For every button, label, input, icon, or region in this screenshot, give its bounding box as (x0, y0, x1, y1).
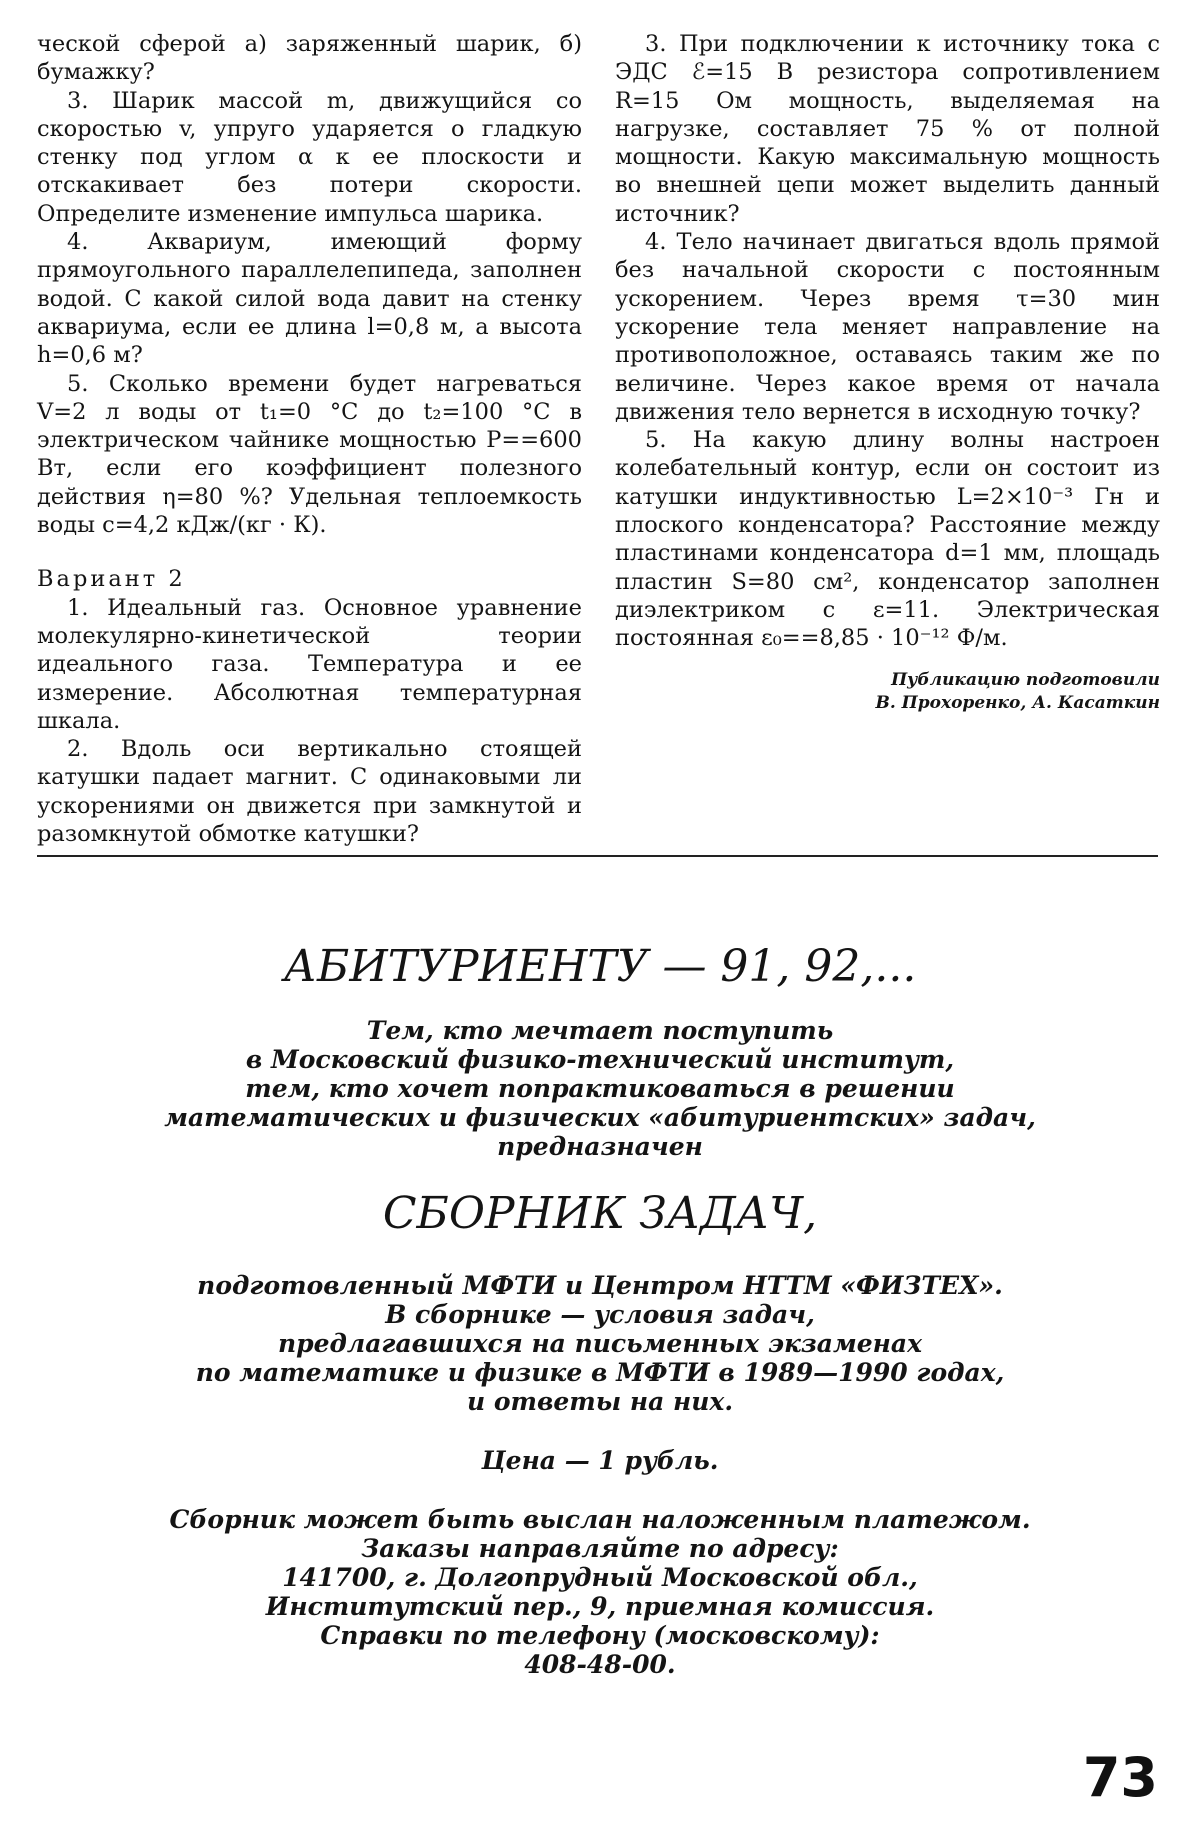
problem-5-oscillating-circuit: 5. На какую длину волны настроен колебательный контур, если он состоит из катушки индуктивностью L=2×10⁻³ Гн и плоского конденсатора? Расстояние между пластинами конденсатора d=1 мм, площадь пластин S=80 см², конденсатор заполнен диэлектриком с ε=11. Электрическая постоянная ε₀==8,85 · 10⁻¹² Ф/м. (615, 427, 1160, 652)
problem-3-emf-source: 3. При подключении к источнику тока с ЭДС ℰ=15 В резистора сопротивлением R=15 Ом мощность, выделяемая на нагрузке, составляет 75 % от полной мощности. Какую максимальную мощность во внешней цепи может выделить данный источник? (615, 31, 1160, 227)
ad-intro-line: тем, кто хочет попрактиковаться в решении (245, 1074, 955, 1103)
ad-intro (80, 1016, 1120, 1161)
variant-heading: Вариант 2 (37, 566, 186, 593)
problem-3-ball-impulse: 3. Шарик массой m, движущийся со скоростью v, упруго ударяется о гладкую стенку под углом α к ее плоскости и отскакивает без потери скорости. Определите изменение импульса шарика. (37, 87, 582, 227)
ad-order-line: Институтский пер., 9, приемная комиссия. (265, 1592, 935, 1621)
ad-order-line: Сборник может быть выслан наложенным платежом. (169, 1505, 1031, 1534)
ad-desc-line: В сборнике — условия задач, (385, 1300, 815, 1329)
ad-intro-line: математических и физических «абитуриентских» задач, (164, 1103, 1036, 1132)
ad-book-title: СБОРНИК ЗАДАЧ, (382, 1188, 818, 1239)
ad-price: Цена — 1 рубль. (481, 1446, 719, 1475)
problem-4-body-motion: 4. Тело начинает двигаться вдоль прямой без начальной скорости с постоянным ускорением. Через время τ=30 мин ускорение тела меняет направление на противоположное, оставаясь таким же по величине. Через какое время от начала движения тело вернется в исходную точку? (615, 229, 1160, 425)
credits-authors: В. Прохоренко, А. Касаткин (875, 692, 1160, 713)
left-text-column (37, 30, 582, 848)
ad-desc-line: по математике и физике в МФТИ в 1989—1990 годах, (195, 1358, 1005, 1387)
section-divider (37, 855, 1158, 857)
page-number: 73 (1082, 1746, 1158, 1809)
ad-order-line: 408-48-00. (524, 1650, 676, 1679)
credits-label: Публикацию подготовили (891, 669, 1160, 690)
ad-desc-line: и ответы на них. (466, 1387, 734, 1416)
paragraph-continuation: ческой сферой а) заряженный шарик, б) бумажку? (37, 31, 582, 86)
ad-intro-line: в Московский физико-технический институт, (245, 1045, 955, 1074)
ad-order-line: Заказы направляйте по адресу: (361, 1534, 839, 1563)
ad-order-line: Справки по телефону (московскому): (320, 1621, 880, 1650)
ad-order-line: 141700, г. Долгопрудный Московской обл., (282, 1563, 918, 1592)
publication-credits (615, 669, 1160, 715)
ad-desc-line: подготовленный МФТИ и Центром НТТМ «ФИЗТЕХ». (197, 1271, 1003, 1300)
advertisement-block (80, 940, 1120, 1679)
ad-order-info (80, 1505, 1120, 1679)
problem-2-magnet-coil: 2. Вдоль оси вертикально стоящей катушки падает магнит. С одинаковыми ли ускорениями он движется при замкнутой и разомкнутой обмотке катушки? (37, 736, 582, 848)
ad-title: АБИТУРИЕНТУ — 91, 92,... (283, 941, 917, 992)
ad-description (80, 1271, 1120, 1416)
problem-5-kettle: 5. Сколько времени будет нагреваться V=2 л воды от t₁=0 °C до t₂=100 °C в электрическом чайнике мощностью P==600 Вт, если его коэффициент полезного действия η=80 %? Удельная теплоемкость воды c=4,2 кДж/(кг · К). (37, 370, 582, 539)
ad-desc-line: предлагавшихся на письменных экзаменах (277, 1329, 923, 1358)
problem-4-aquarium: 4. Аквариум, имеющий форму прямоугольного параллелепипеда, заполнен водой. С какой силой вода давит на стенку аквариума, если ее длина l=0,8 м, а высота h=0,6 м? (37, 229, 582, 369)
problem-1-ideal-gas: 1. Идеальный газ. Основное уравнение молекулярно-кинетической теории идеального газа. Температура и ее измерение. Абсолютная температурная шкала. (37, 594, 582, 734)
ad-intro-line: предназначен (497, 1132, 703, 1161)
ad-intro-line: Тем, кто мечтает поступить (366, 1016, 834, 1045)
right-text-column (615, 30, 1160, 715)
